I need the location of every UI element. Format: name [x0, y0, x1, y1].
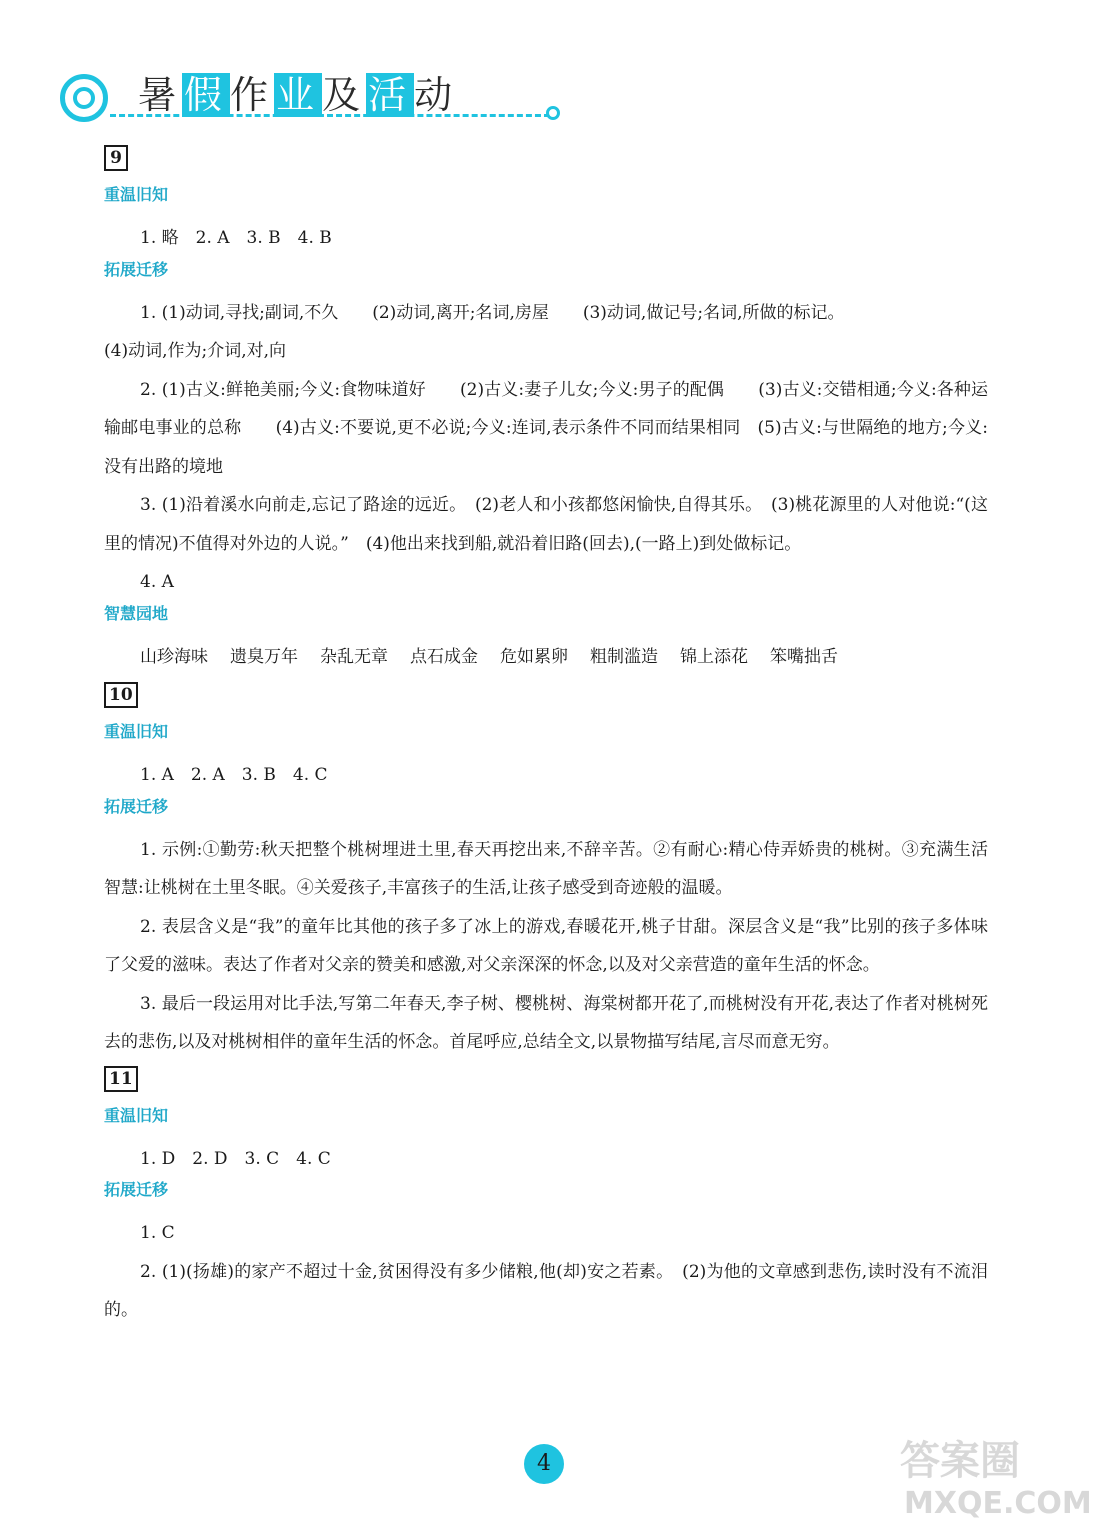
section-heading-extend: 拓展迁移	[104, 1180, 169, 1199]
section-heading-review: 重温旧知	[104, 185, 169, 204]
review-answers: 1. 略 2. A 3. B 4. B	[140, 228, 332, 248]
watermark-logo: 答案圈	[900, 1438, 1020, 1484]
idiom-item: 杂乱无章	[320, 646, 388, 667]
header-line-end-icon	[546, 106, 560, 120]
answer-q2: 2. 表层含义是“我”的童年比其他的孩子多了冰上的游戏,春暖花开,桃子甘甜。深层含义是“我”比别的孩子多体味了父爱的滋味。表达了作者对父亲的赞美和感激,对父亲深深的怀念,以及对父亲营造的童年生活的怀念。	[104, 916, 988, 975]
answer-content	[104, 145, 988, 1330]
section-heading-extend: 拓展迁移	[104, 259, 169, 279]
idiom-item: 遗臭万年	[230, 646, 298, 667]
answer-q3: 3. (1)沿着溪水向前走,忘记了路途的远近。 (2)老人和小孩都悠闲愉快,自得其乐。 (3)桃花源里的人对他说:“(这里的情况)不值得对外边的人说。” (4)他出来找到船,就沿着旧路(回去),(一路上)到处做标记。	[104, 495, 988, 554]
page-header	[60, 62, 580, 132]
idiom-item: 山珍海味	[140, 646, 208, 667]
idiom-item: 危如累卵	[500, 646, 568, 667]
answer-q2: 2. (1)(扬雄)的家产不超过十金,贫困得没有多少储粮,他(却)安之若素。 (2)为他的文章感到悲伤,读时没有不流泪的。	[104, 1261, 988, 1320]
answer-q1-cont: (4)动词,作为;介词,对,向	[104, 341, 287, 361]
logo-ring-icon	[60, 74, 108, 122]
page-number: 4	[524, 1444, 564, 1484]
idiom-item: 粗制滥造	[590, 646, 658, 667]
idiom-item: 笨嘴拙舌	[770, 646, 838, 667]
review-answers: 1. D 2. D 3. C 4. C	[140, 1148, 331, 1169]
idiom-item: 点石成金	[410, 646, 478, 667]
section-number: 9	[104, 145, 128, 171]
idiom-item: 锦上添花	[680, 646, 748, 667]
watermark-url: MXQE.COM	[904, 1486, 1092, 1521]
section-number: 10	[104, 682, 138, 708]
answer-q1: 1. (1)动词,寻找;副词,不久 (2)动词,离开;名词,房屋 (3)动词,做记号;名词,所做的标记。	[140, 302, 845, 323]
section-10	[104, 682, 988, 1062]
section-heading-extend: 拓展迁移	[104, 796, 169, 816]
review-answers: 1. A 2. A 3. B 4. C	[140, 765, 328, 785]
answer-q4: 4. A	[140, 572, 174, 592]
section-number: 11	[104, 1066, 138, 1092]
page-title: 暑假作业及活动	[138, 73, 459, 117]
section-11	[104, 1066, 988, 1330]
idiom-list	[104, 638, 988, 677]
answer-q2: 2. (1)古义:鲜艳美丽;今义:食物味道好 (2)古义:妻子儿女;今义:男子的配偶 (3)古义:交错相通;今义:各种运输邮电事业的总称 (4)古义:不要说,更不必说;今义:连词,表示条件不同而结果相同 (5)古义:与世隔绝的地方;今义:没有出路的境地	[104, 379, 988, 477]
answer-q3: 3. 最后一段运用对比手法,写第二年春天,李子树、樱桃树、海棠树都开花了,而桃树没有开花,表达了作者对桃树死去的悲伤,以及对桃树相伴的童年生活的怀念。首尾呼应,总结全文,以景物描写结尾,言尽而意无穷。	[104, 993, 988, 1052]
section-9	[104, 145, 988, 676]
answer-q1: 1. 示例:①勤劳:秋天把整个桃树埋进土里,春天再挖出来,不辞辛苦。②有耐心:精心侍弄娇贵的桃树。③充满生活智慧:让桃树在土里冬眠。④关爱孩子,丰富孩子的生活,让孩子感受到奇迹般的温暖。	[104, 839, 988, 898]
section-heading-review: 重温旧知	[104, 722, 169, 741]
answer-q1: 1. C	[140, 1223, 175, 1243]
section-heading-review: 重温旧知	[104, 1105, 169, 1125]
section-heading-wisdom: 智慧园地	[104, 603, 169, 623]
